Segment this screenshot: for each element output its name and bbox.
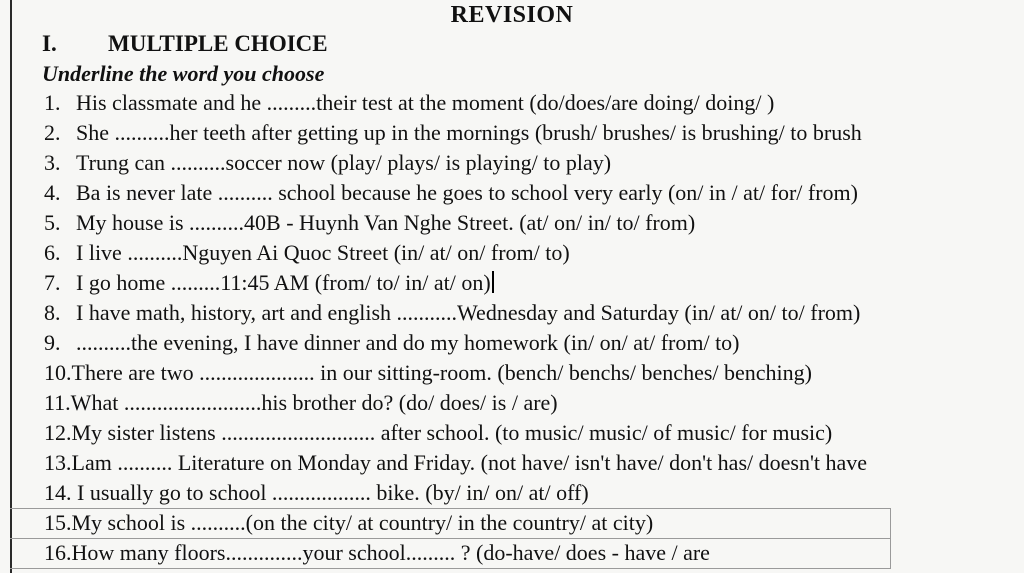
question-item (0, 328, 1024, 358)
question-item (0, 118, 1024, 148)
question-item (0, 148, 1024, 178)
question-text: His classmate and he .........their test at the moment (do/does/are doing/ doing/ ) (76, 90, 775, 115)
question-item (0, 178, 1024, 208)
question-text: 15.My school is ..........(on the city/ at country/ in the country/ at city) (44, 510, 654, 535)
question-text: 10.There are two ..................... in our sitting-room. (bench/ benchs/ benches/ benching) (44, 360, 812, 385)
question-item (0, 208, 1024, 238)
question-text: Trung can ..........soccer now (play/ plays/ is playing/ to play) (76, 150, 612, 175)
question-text: 11.What .........................his brother do? (do/ does/ is / are) (44, 390, 558, 415)
question-item (0, 448, 1024, 478)
question-item (0, 418, 1024, 448)
question-item (0, 388, 1024, 418)
instruction-text: Underline the word you choose (42, 61, 325, 86)
question-item (0, 508, 1024, 538)
question-text: I go home .........11:45 AM (from/ to/ in/ at/ on) (76, 270, 491, 295)
question-item (0, 538, 1024, 568)
question-item (0, 358, 1024, 388)
question-number: 4. (44, 180, 61, 205)
page-title: REVISION (450, 2, 574, 28)
question-text: Ba is never late .......... school because he goes to school very early (on/ in / at/ for/ from) (76, 180, 858, 205)
question-text: She ..........her teeth after getting up in the mornings (brush/ brushes/ is brushing/ to brush (76, 120, 862, 145)
question-text: 14. I usually go to school .................. bike. (by/ in/ on/ at/ off) (44, 480, 589, 505)
question-text: 13.Lam .......... Literature on Monday and Friday. (not have/ isn't have/ don't has/ doesn't have (44, 450, 868, 475)
section-heading (42, 31, 328, 57)
question-number: 3. (44, 150, 61, 175)
section-title: MULTIPLE CHOICE (108, 31, 328, 56)
question-number: 1. (44, 90, 61, 115)
question-number: 9. (44, 330, 61, 355)
question-item (0, 88, 1024, 118)
question-number: 2. (44, 120, 61, 145)
question-text: My house is ..........40B - Huynh Van Nghe Street. (at/ on/ in/ to/ from) (76, 210, 696, 235)
question-text-with-cursor[interactable] (76, 268, 494, 298)
question-item (0, 238, 1024, 268)
question-text: I live ..........Nguyen Ai Quoc Street (in/ at/ on/ from/ to) (76, 240, 570, 265)
question-number: 8. (44, 300, 61, 325)
question-text: ..........the evening, I have dinner and do my homework (in/ on/ at/ from/ to) (76, 330, 740, 355)
question-text: 16.How many floors..............your school......... ? (do-have/ does - have / are (44, 540, 710, 565)
question-number: 6. (44, 240, 61, 265)
question-number: 5. (44, 210, 61, 235)
section-number: I. (42, 31, 57, 56)
question-item (0, 268, 1024, 298)
question-number: 7. (44, 270, 61, 295)
question-text: 12.My sister listens ............................ after school. (to music/ music/ of music/ for music) (44, 420, 833, 445)
question-text: I have math, history, art and english ...........Wednesday and Saturday (in/ at/ on/ to/ from) (76, 300, 861, 325)
question-item (0, 298, 1024, 328)
question-item (0, 478, 1024, 508)
text-cursor (492, 271, 494, 293)
